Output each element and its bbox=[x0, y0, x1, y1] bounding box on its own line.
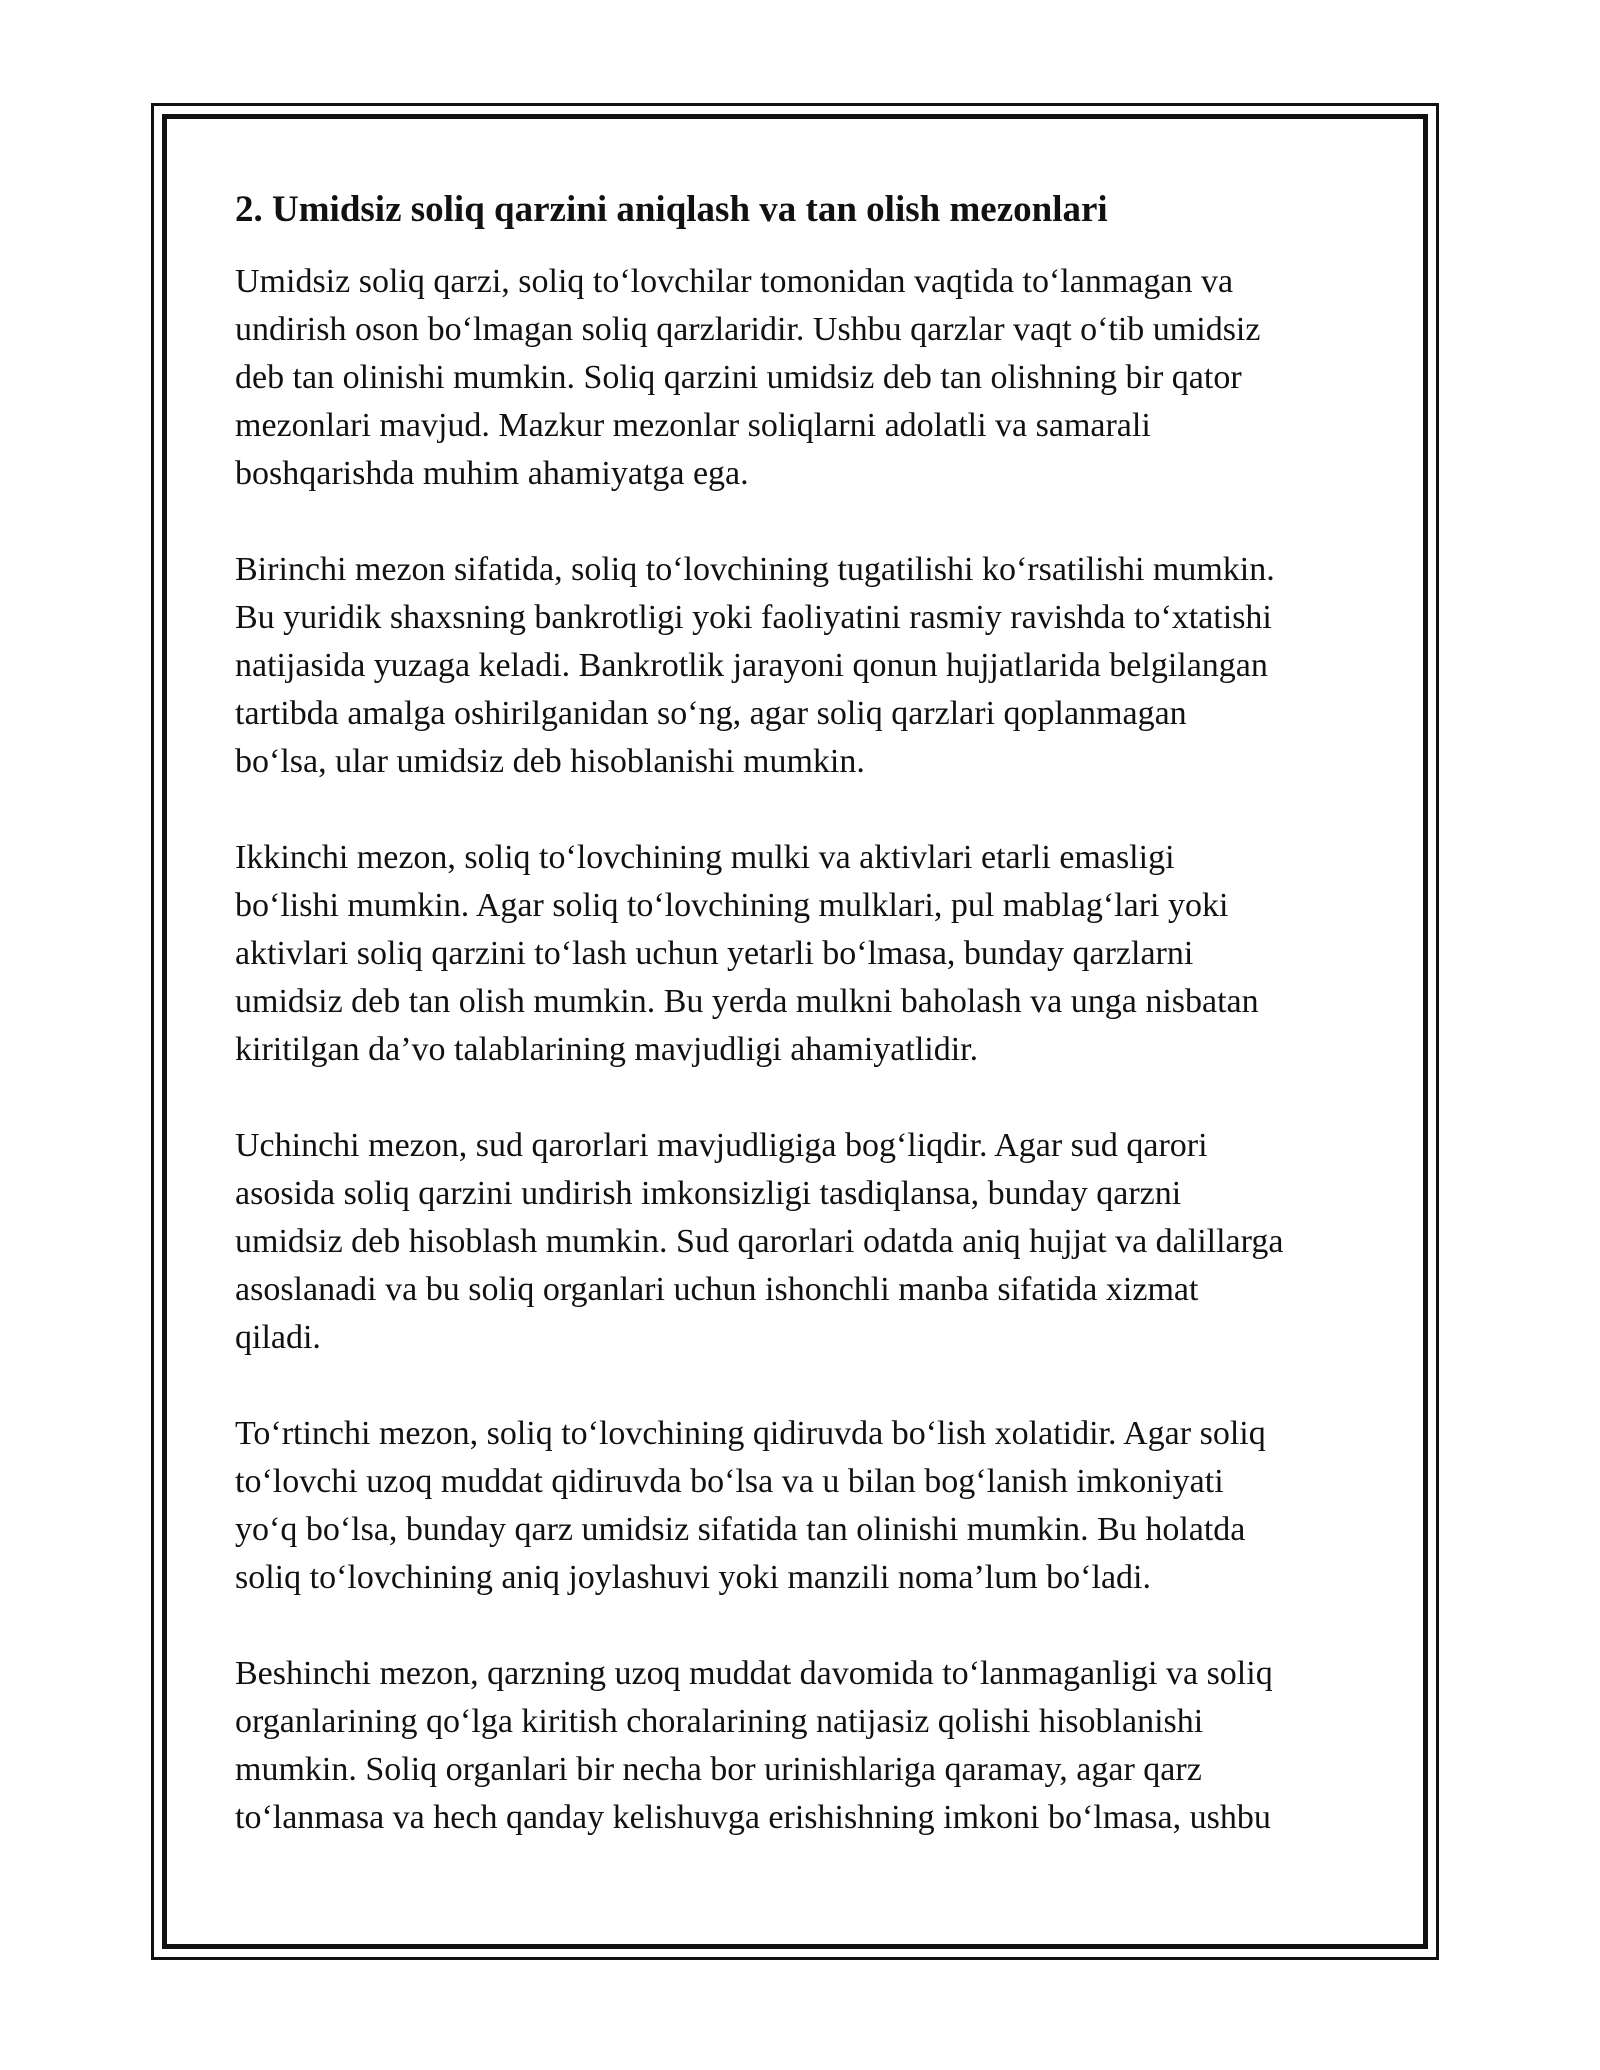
text-line: To‘rtinchi mezon, soliq to‘lovchining qidiruvda bo‘lish xolatidir. Agar soliq bbox=[235, 1415, 1266, 1452]
text-line: aktivlari soliq qarzini to‘lash uchun yetarli bo‘lmasa, bunday qarzlarni bbox=[235, 935, 1194, 972]
text-line: Umidsiz soliq qarzi, soliq to‘lovchilar tomonidan vaqtida to‘lanmagan va bbox=[235, 263, 1234, 300]
paragraph-criterion-5 bbox=[235, 1650, 1385, 1842]
text-line: mezonlari mavjud. Mazkur mezonlar soliqlarni adolatli va samarali bbox=[235, 407, 1151, 444]
text-line: Uchinchi mezon, sud qarorlari mavjudligiga bog‘liqdir. Agar sud qarori bbox=[235, 1127, 1208, 1164]
text-line: bo‘lsa, ular umidsiz deb hisoblanishi mumkin. bbox=[235, 743, 865, 780]
paragraph-criterion-1 bbox=[235, 546, 1385, 786]
text-line: umidsiz deb tan olish mumkin. Bu yerda mulkni baholash va unga nisbatan bbox=[235, 983, 1259, 1020]
text-line: asosida soliq qarzini undirish imkonsizligi tasdiqlansa, bunday qarzni bbox=[235, 1175, 1182, 1212]
text-line: undirish oson bo‘lmagan soliq qarzlaridir. Ushbu qarzlar vaqt o‘tib umidsiz bbox=[235, 311, 1261, 348]
text-line: Bu yuridik shaxsning bankrotligi yoki faoliyatini rasmiy ravishda to‘xtatishi bbox=[235, 599, 1272, 636]
text-line: to‘lovchi uzoq muddat qidiruvda bo‘lsa va u bilan bog‘lanish imkoniyati bbox=[235, 1463, 1224, 1500]
text-line: umidsiz deb hisoblash mumkin. Sud qarorlari odatda aniq hujjat va dalillarga bbox=[235, 1223, 1284, 1260]
text-line: mumkin. Soliq organlari bir necha bor urinishlariga qaramay, agar qarz bbox=[235, 1751, 1202, 1788]
text-line: natijasida yuzaga keladi. Bankrotlik jarayoni qonun hujjatlarida belgilangan bbox=[235, 647, 1268, 684]
paragraph-criterion-3 bbox=[235, 1122, 1385, 1362]
text-line: bo‘lishi mumkin. Agar soliq to‘lovchining mulklari, pul mablag‘lari yoki bbox=[235, 887, 1229, 924]
paragraph-criterion-4 bbox=[235, 1410, 1385, 1602]
text-line: Beshinchi mezon, qarzning uzoq muddat davomida to‘lanmaganligi va soliq bbox=[235, 1655, 1273, 1692]
text-line: tartibda amalga oshirilganidan so‘ng, agar soliq qarzlari qoplanmagan bbox=[235, 695, 1187, 732]
text-line: boshqarishda muhim ahamiyatga ega. bbox=[235, 455, 749, 492]
text-line: kiritilgan da’vo talablarining mavjudligi ahamiyatlidir. bbox=[235, 1031, 979, 1068]
text-line: deb tan olinishi mumkin. Soliq qarzini umidsiz deb tan olishning bir qator bbox=[235, 359, 1242, 396]
text-line: organlarining qo‘lga kiritish choralarining natijasiz qolishi hisoblanishi bbox=[235, 1703, 1204, 1740]
paragraph-intro bbox=[235, 258, 1385, 498]
section-heading: 2. Umidsiz soliq qarzini aniqlash va tan olish mezonlari bbox=[235, 189, 1108, 230]
text-line: asoslanadi va bu soliq organlari uchun ishonchli manba sifatida xizmat bbox=[235, 1271, 1199, 1308]
text-line: yo‘q bo‘lsa, bunday qarz umidsiz sifatida tan olinishi mumkin. Bu holatda bbox=[235, 1511, 1246, 1548]
text-line: soliq to‘lovchining aniq joylashuvi yoki manzili noma’lum bo‘ladi. bbox=[235, 1559, 1151, 1596]
text-line: to‘lanmasa va hech qanday kelishuvga erishishning imkoni bo‘lmasa, ushbu bbox=[235, 1799, 1271, 1836]
paragraph-criterion-2 bbox=[235, 834, 1385, 1074]
text-line: qiladi. bbox=[235, 1319, 321, 1356]
text-line: Birinchi mezon sifatida, soliq to‘lovchining tugatilishi ko‘rsatilishi mumkin. bbox=[235, 551, 1275, 588]
document-body bbox=[235, 186, 1385, 1890]
text-line: Ikkinchi mezon, soliq to‘lovchining mulki va aktivlari etarli emasligi bbox=[235, 839, 1175, 876]
